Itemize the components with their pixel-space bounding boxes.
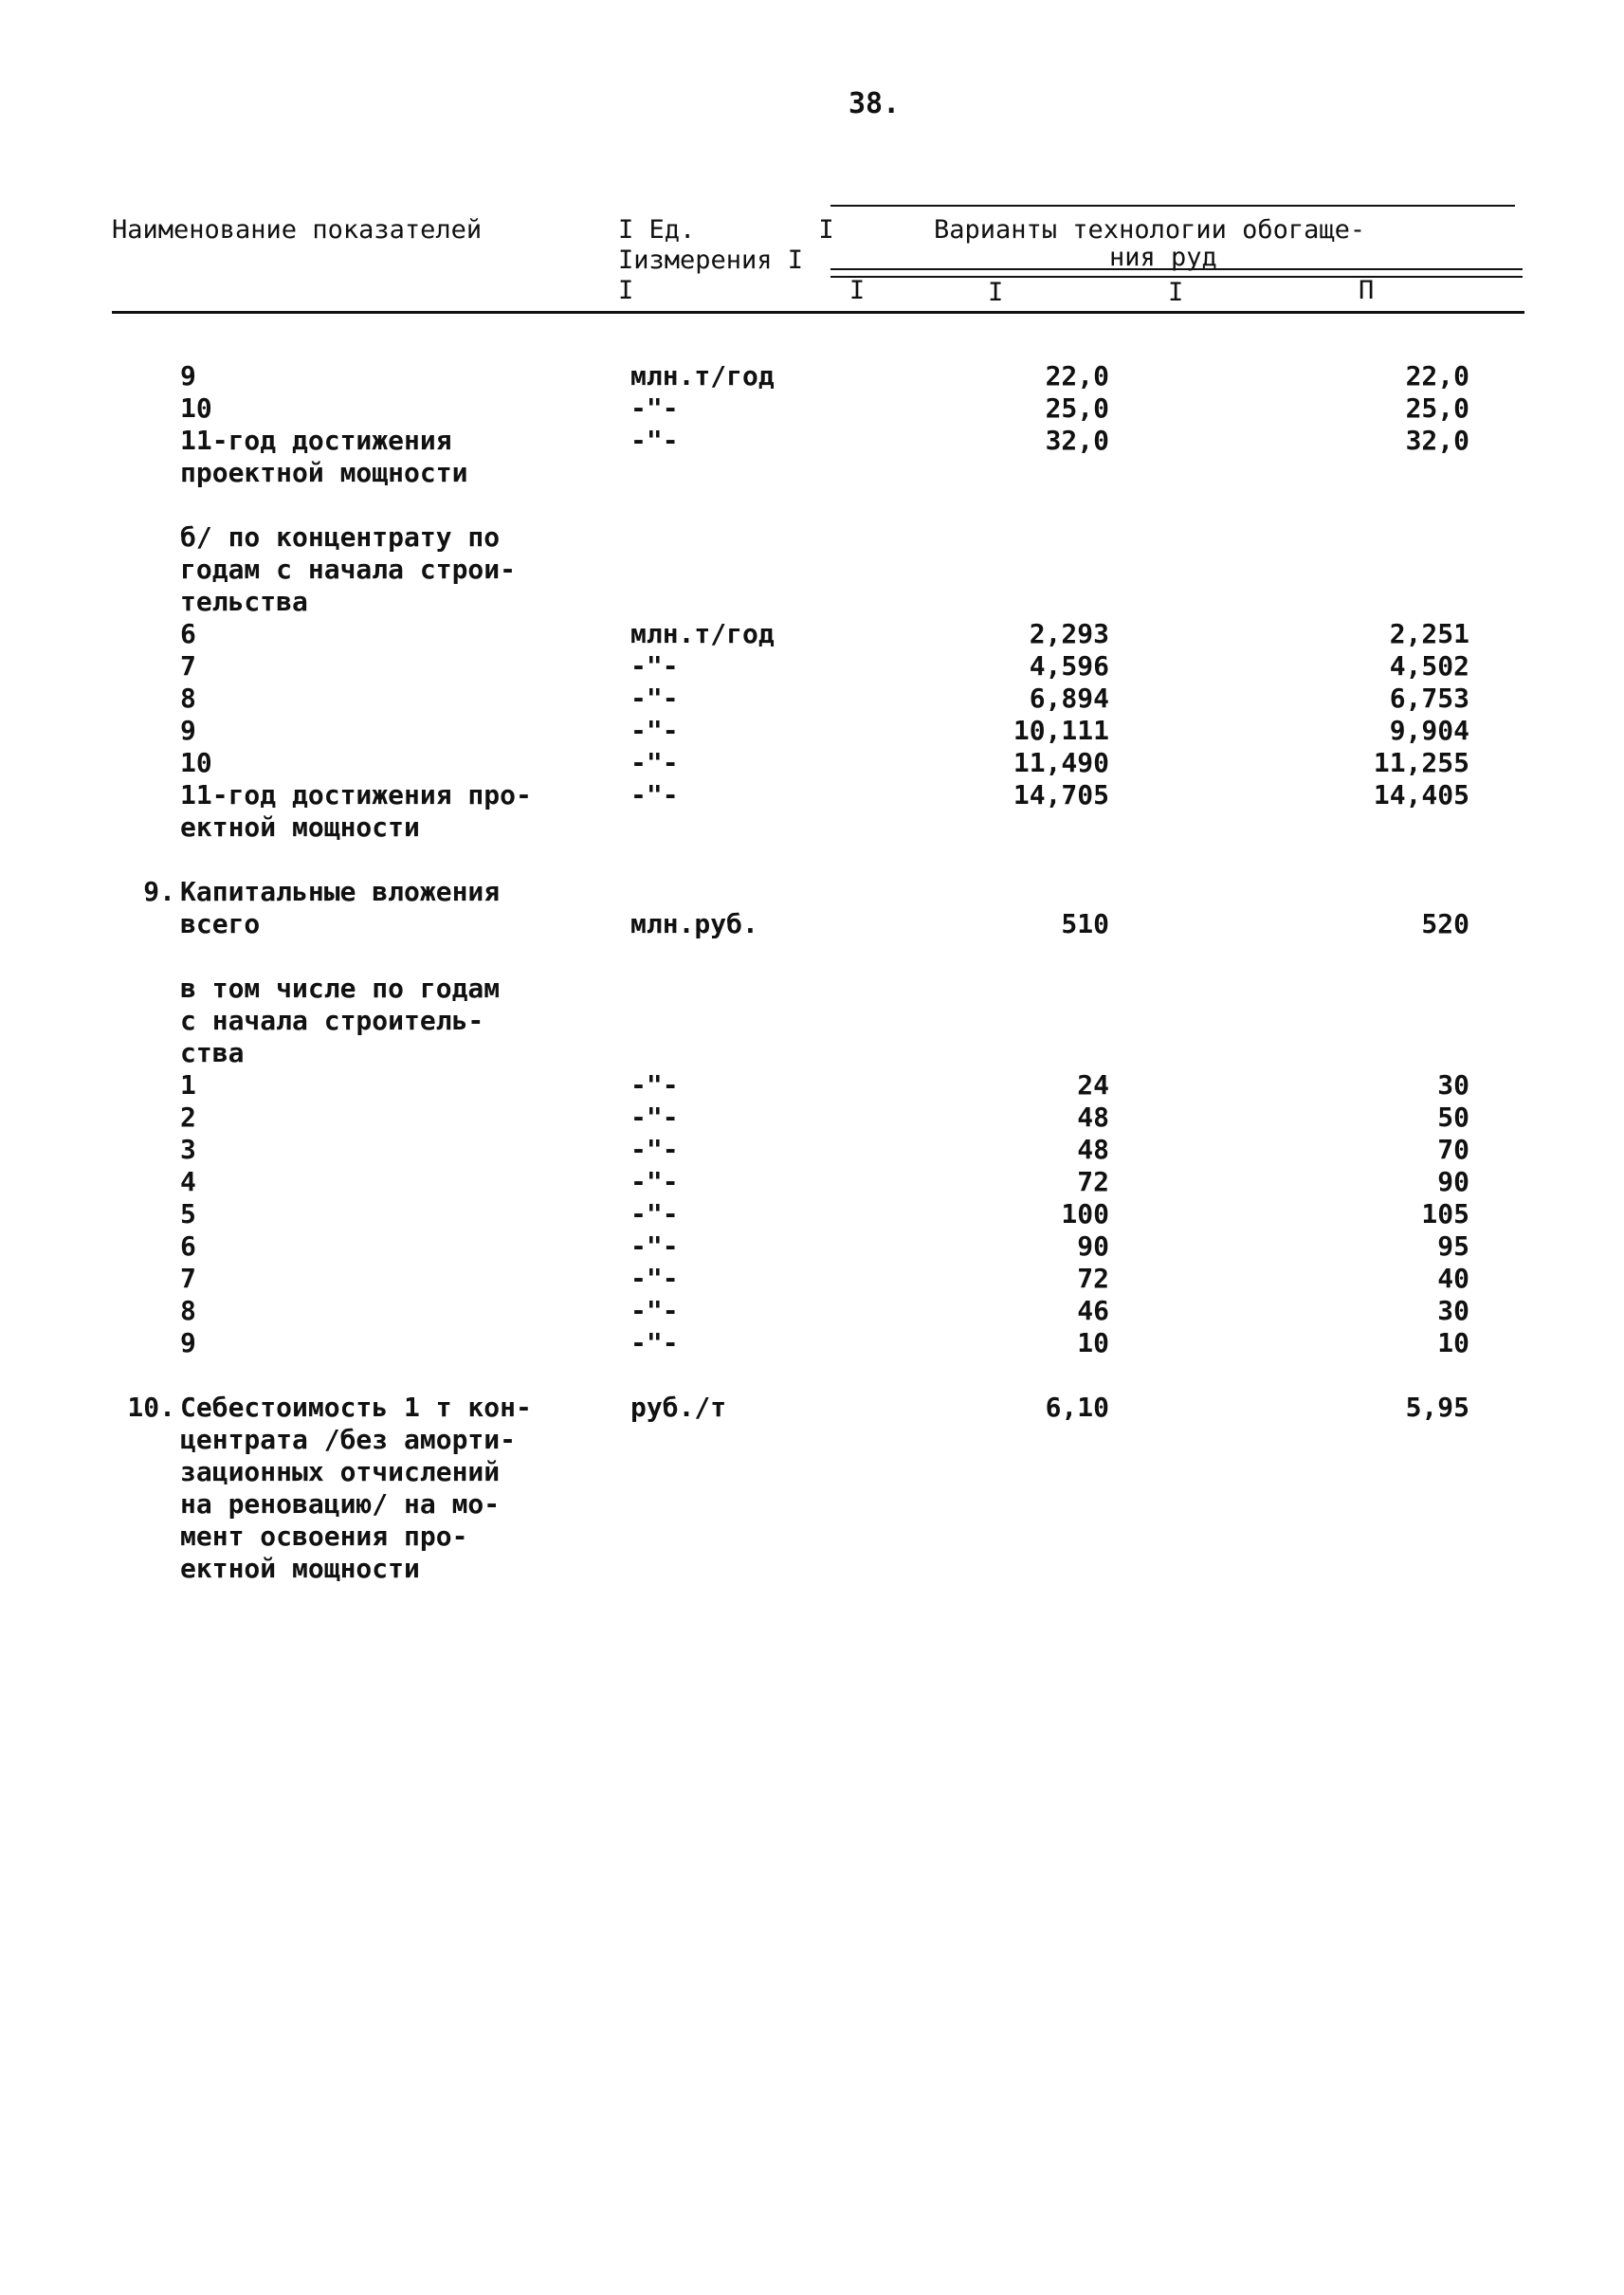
variant-1-value: 24 [1077,1069,1109,1101]
table-row [0,1005,1624,1037]
variant-2-value: 25,0 [1405,392,1469,424]
variant-2-value: 2,251 [1389,618,1469,649]
header-variants-line1: Варианты технологии обогаще- [934,215,1366,245]
row-label: годам с начала строи- [180,554,517,585]
table-row [0,1295,1624,1327]
row-label: 7 [180,650,196,682]
variant-1-value: 100 [1061,1198,1109,1229]
table-row [0,1037,1624,1069]
row-label: в том числе по годам [180,973,501,1004]
row-label: зационных отчислений [180,1456,501,1487]
row-unit: -"- [630,683,679,714]
header-unit-line2: Iизмерения I [618,246,804,275]
table-row [0,811,1624,844]
header-name-col: Наименование показателей [112,215,483,245]
row-label: 4 [180,1166,196,1197]
variant-1-value: 6,10 [1045,1392,1109,1423]
table-row [0,650,1624,683]
table-row [0,1456,1624,1488]
table-row [0,908,1624,940]
row-unit: млн.т/год [630,360,775,392]
header-top-rule [830,205,1515,207]
variant-1-value: 25,0 [1045,392,1109,424]
row-label: б/ по концентрату по [180,521,501,553]
variant-2-value: 95 [1437,1230,1469,1262]
row-label: мент освоения про- [180,1521,468,1552]
row-unit: -"- [630,650,679,682]
row-label: ства [180,1037,245,1068]
row-label: 5 [180,1198,196,1229]
row-label: 8 [180,1295,196,1326]
row-label: 9 [180,1327,196,1358]
table-row [0,1392,1624,1424]
row-unit: млн.руб. [630,908,758,939]
row-unit: -"- [630,1230,679,1262]
row-label: 9 [180,715,196,746]
row-unit: -"- [630,425,679,456]
variant-2-value: 520 [1421,908,1469,939]
row-label: всего [180,908,261,939]
row-unit: -"- [630,747,679,778]
table-row [0,876,1624,908]
row-label: на реновацию/ на мо- [180,1488,501,1520]
table-row [0,586,1624,618]
row-unit: -"- [630,1198,679,1229]
row-unit: руб./т [630,1392,727,1423]
row-unit: -"- [630,779,679,811]
variant-1-value: 2,293 [1029,618,1109,649]
variant-2-value: 22,0 [1405,360,1469,392]
table-row [0,1327,1624,1359]
table-row [0,1166,1624,1198]
variant-1-value: 10 [1077,1327,1109,1358]
table-row [0,554,1624,586]
table-row [0,1230,1624,1263]
row-label: с начала строитель- [180,1005,484,1036]
variant-1-value: 6,894 [1029,683,1109,714]
table-row [0,1102,1624,1134]
row-label: 6 [180,618,196,649]
row-unit: -"- [630,1295,679,1326]
variant-2-value: 50 [1437,1102,1469,1133]
row-number: 10. [127,1392,175,1423]
row-label: 6 [180,1230,196,1262]
table-row [0,715,1624,747]
row-unit: млн.т/год [630,618,775,649]
row-unit: -"- [630,715,679,746]
row-label: 11-год достижения [180,425,452,456]
row-label: тельства [180,586,308,617]
variant-2-value: 32,0 [1405,425,1469,456]
variant-1-value: 4,596 [1029,650,1109,682]
row-label: центрата /без аморти- [180,1424,517,1455]
row-label: 10 [180,392,212,424]
page-number: 38. [848,87,901,120]
variant-2-value: 105 [1421,1198,1469,1229]
row-label: 11-год достижения про- [180,779,532,811]
variant-2-value: 90 [1437,1166,1469,1197]
variant-1-value: 32,0 [1045,425,1109,456]
row-label: 1 [180,1069,196,1101]
variant-1-value: 14,705 [1013,779,1109,811]
row-unit: -"- [630,1327,679,1358]
table-row [0,1521,1624,1553]
variant-1-value: 11,490 [1013,747,1109,778]
table-row [0,747,1624,779]
table-row [0,618,1624,650]
row-unit: -"- [630,392,679,424]
table-row [0,1198,1624,1230]
table-row [0,1488,1624,1521]
variant-1-value: 72 [1077,1263,1109,1294]
variant-2-value: 30 [1437,1069,1469,1101]
header-variant-sep: I [1168,278,1184,307]
row-label: 7 [180,1263,196,1294]
row-label: 3 [180,1134,196,1165]
row-label: ектной мощности [180,811,420,843]
row-label: 2 [180,1102,196,1133]
table-row [0,1263,1624,1295]
variant-2-value: 6,753 [1389,683,1469,714]
table-row [0,779,1624,811]
header-variant-2: П [1359,276,1375,305]
variant-1-value: 90 [1077,1230,1109,1262]
table-row [0,683,1624,715]
table-row [0,1134,1624,1166]
table-row [0,1069,1624,1102]
variant-2-value: 40 [1437,1263,1469,1294]
row-label: 8 [180,683,196,714]
row-label: 10 [180,747,212,778]
header-unit-line3: I I [618,276,866,305]
row-label: ектной мощности [180,1553,420,1584]
table-row [0,360,1624,392]
variant-1-value: 46 [1077,1295,1109,1326]
variant-1-value: 72 [1077,1166,1109,1197]
header-variant-1: I [988,278,1004,307]
variant-1-value: 48 [1077,1134,1109,1165]
variant-2-value: 70 [1437,1134,1469,1165]
variant-2-value: 30 [1437,1295,1469,1326]
row-label: Себестоимость 1 т кон- [180,1392,532,1423]
variant-2-value: 14,405 [1373,779,1469,811]
table-row [0,457,1624,489]
table-row [0,1553,1624,1585]
table-row [0,425,1624,457]
variant-1-value: 48 [1077,1102,1109,1133]
header-bottom-rule [112,311,1524,314]
header-variants-line2: ния руд [1109,243,1217,272]
row-label: проектной мощности [180,457,468,488]
variant-2-value: 5,95 [1405,1392,1469,1423]
row-label: Капитальные вложения [180,876,501,907]
table-row [0,973,1624,1005]
row-number: 9. [143,876,175,907]
row-unit: -"- [630,1263,679,1294]
variant-1-value: 510 [1061,908,1109,939]
variant-2-value: 4,502 [1389,650,1469,682]
row-unit: -"- [630,1134,679,1165]
table-row [0,521,1624,554]
row-unit: -"- [630,1166,679,1197]
table-row [0,1424,1624,1456]
row-unit: -"- [630,1069,679,1101]
row-label: 9 [180,360,196,392]
variant-2-value: 9,904 [1389,715,1469,746]
header-unit-line1: I Ед. I [618,215,834,245]
row-unit: -"- [630,1102,679,1133]
variant-2-value: 10 [1437,1327,1469,1358]
variant-1-value: 10,111 [1013,715,1109,746]
variant-1-value: 22,0 [1045,360,1109,392]
table-row [0,392,1624,425]
variant-2-value: 11,255 [1373,747,1469,778]
